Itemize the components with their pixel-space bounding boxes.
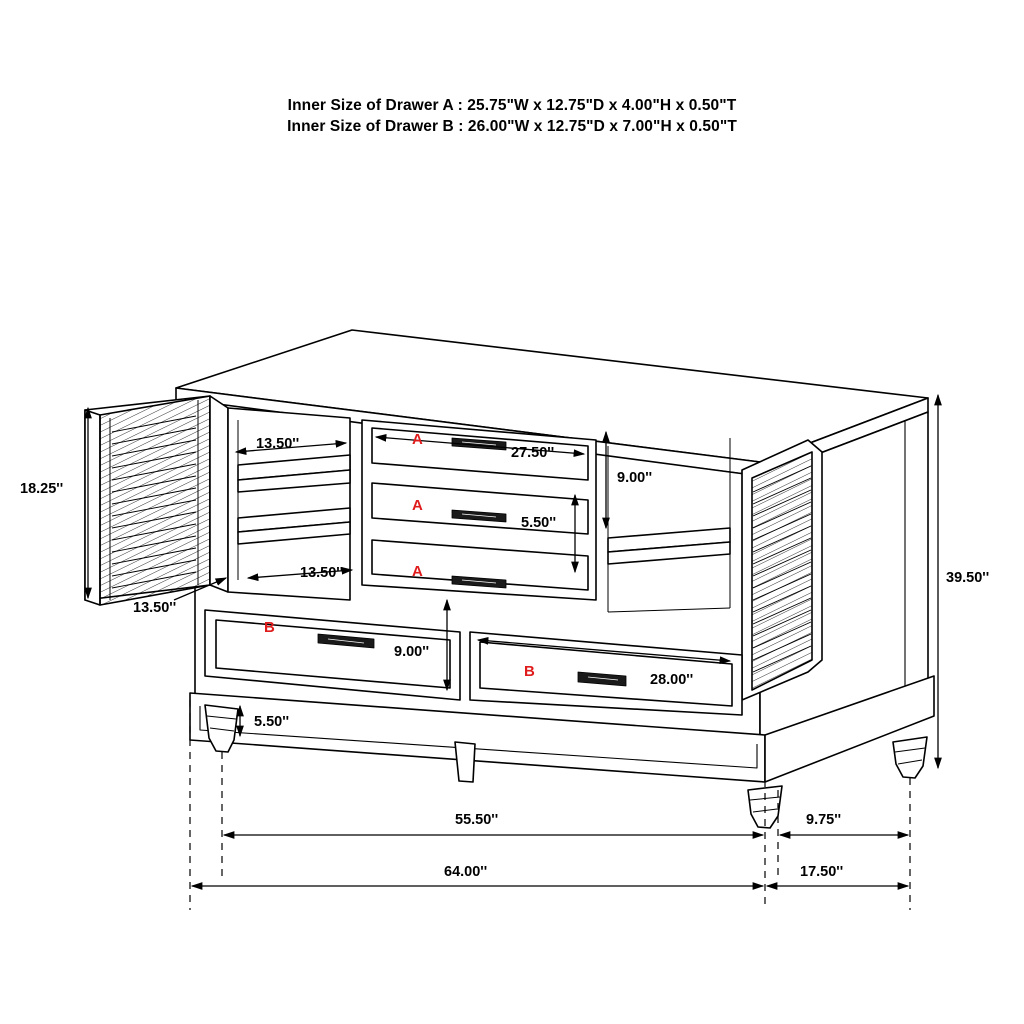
dim-total-depth: 17.50'' (800, 864, 844, 880)
dim-drawer-b-width: 28.00'' (650, 672, 694, 688)
dim-total-width: 64.00'' (444, 864, 488, 880)
drawer-b-inner-size: Inner Size of Drawer B : 26.00"W x 12.75"D x 7.00"H x 0.50"T (287, 118, 737, 135)
drawer-a-inner-size: Inner Size of Drawer A : 25.75"W x 12.75"D x 4.00"H x 0.50"T (287, 97, 737, 114)
label-drawer-a-1: A (412, 431, 423, 448)
dim-shelf-bottom: 13.50'' (300, 565, 344, 581)
dim-drawer-stack-height: 9.00'' (617, 470, 653, 486)
dim-side-depth: 9.75'' (806, 812, 842, 828)
label-drawer-a-2: A (412, 497, 423, 514)
dim-left-depth: 13.50'' (133, 600, 177, 616)
dim-total-height: 39.50'' (946, 570, 990, 586)
dim-shelf-top: 13.50'' (256, 436, 300, 452)
label-drawer-a-3: A (412, 563, 423, 580)
dim-drawer-a-height: 5.50'' (521, 515, 557, 531)
dim-left-height: 18.25'' (20, 481, 64, 497)
label-drawer-b-2: B (524, 663, 535, 680)
dim-drawer-a-width: 27.50'' (511, 445, 555, 461)
dim-drawer-b-height: 9.00'' (394, 644, 430, 660)
dim-foot-height: 5.50'' (254, 714, 290, 730)
dim-front-width: 55.50'' (455, 812, 499, 828)
label-drawer-b-1: B (264, 619, 275, 636)
